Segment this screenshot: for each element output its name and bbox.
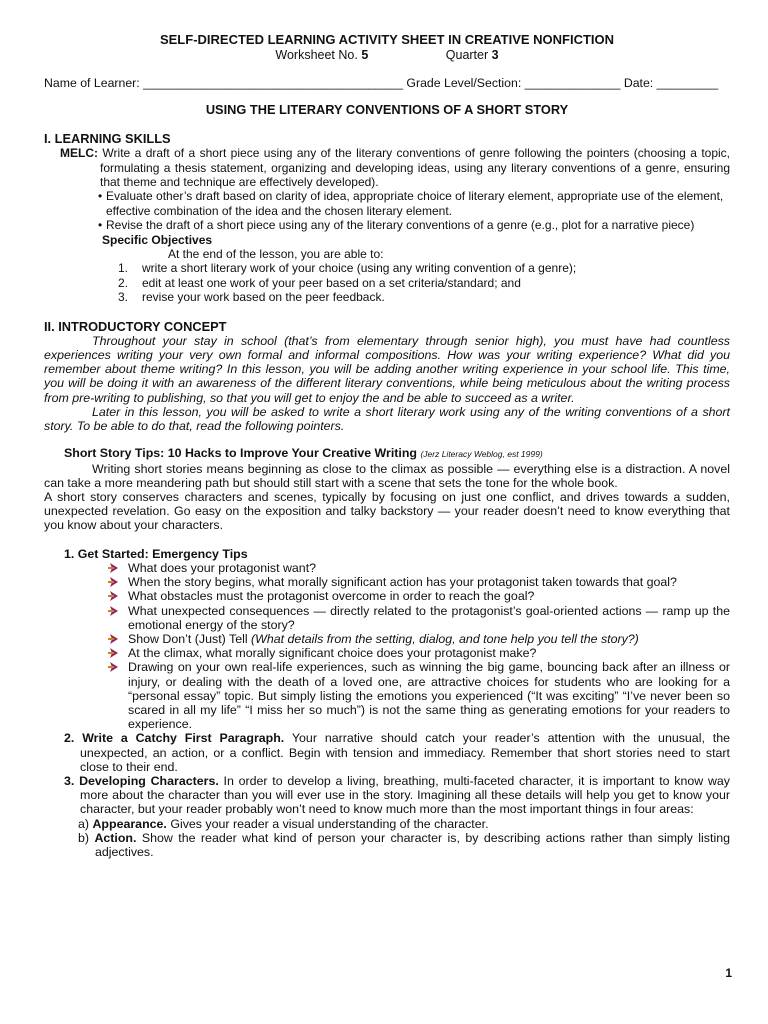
document-title: SELF-DIRECTED LEARNING ACTIVITY SHEET IN CREATIVE NONFICTION — [159, 32, 615, 47]
worksheet-line — [44, 48, 730, 62]
section-3 — [44, 774, 730, 817]
arrow-bullet-icon — [108, 661, 120, 673]
character-areas-list — [44, 817, 730, 860]
list-item: a) Appearance. Gives your reader a visual understanding of the character. — [78, 816, 489, 831]
arrow-bullet-icon — [108, 562, 120, 574]
learner-info-line: Name of Learner: ______________________________________ Grade Level/Section: ______________ Date: _________ — [44, 76, 719, 91]
arrow-bullet-icon — [108, 605, 120, 617]
arrow-bullet-icon — [108, 590, 120, 602]
arrow-bullet-icon — [108, 633, 120, 645]
emergency-tips-list — [44, 561, 730, 731]
melc-label: MELC: — [60, 146, 98, 161]
list-item: What does your protagonist want? — [128, 561, 730, 575]
list-item: What unexpected consequences — directly related to the protagonist’s goal-oriented actions — ramp up the emotional energy of the story? — [128, 604, 730, 632]
objectives-list — [44, 261, 730, 304]
tips-citation: (Jerz Literacy Weblog, est 1999) — [420, 449, 543, 460]
list-item: • Evaluate other’s draft based on clarity of idea, appropriate choice of literary element, appropriate use of the element, effective combination of the idea and the chosen literary element. — [98, 189, 724, 218]
specific-objectives-label: Specific Objectives — [102, 232, 213, 247]
section-3-text: In order to develop a living, breathing, multi-faceted character, it is important to know way more about the character than you will ever use in the story. Imagining all these details will help you get to know your character, but your reader probably won’t need to know much more than the most important things in four areas: — [80, 773, 730, 817]
quarter-label: Quarter — [445, 48, 489, 62]
bullet-icon: • — [98, 218, 103, 233]
tips-paragraph: Writing short stories means beginning as close to the climax as possible — everything else is a distraction. A novel can take a more meandering path but should still start with a scene that sets the tone for the whole book. — [44, 461, 730, 490]
melc-text: Write a draft of a short piece using any of the literary conventions of genre following the pointers (choosing a topic, formulating a thesis statement, organizing and developing ideas, using any literary conventions of a genre, ensuring that theme and technique are effectively developed). — [100, 146, 730, 190]
introductory-concept-heading: II. INTRODUCTORY CONCEPT — [44, 318, 227, 334]
section-2 — [44, 731, 730, 774]
section-3-heading: 3. Developing Characters. — [64, 773, 219, 788]
arrow-bullet-icon — [108, 647, 120, 659]
melc-paragraph — [60, 146, 730, 189]
list-item: What obstacles must the protagonist overcome in order to reach the goal? — [128, 589, 730, 603]
tips-heading: Short Story Tips: 10 Hacks to Improve Your Creative Writing (Jerz Literacy Weblog, est 1999) — [64, 446, 543, 461]
learning-skills-heading: I. LEARNING SKILLS — [44, 131, 171, 147]
intro-paragraph: Throughout your stay in school (that’s from elementary through senior high), you must have had countless experiences writing your very own formal and informal compositions. How was your writing experience? What did you remember about theme writing? In this lesson, you will be adding another writing experience in your school life. This time, you will be doing it with an awareness of the different literary conventions, while being meticulous about the writing process from pre-writing to publishing, so that you will get to enjoy the and be able to succeed as a writer. — [44, 333, 730, 405]
objectives-intro: At the end of the lesson, you are able to: — [168, 247, 384, 262]
list-item: • Revise the draft of a short piece using any of the literary conventions of a genre (e.g., plot for a narrative piece) — [98, 218, 695, 233]
list-item: At the climax, what morally significant choice does your protagonist make? — [128, 646, 730, 660]
section-2-text: Your narrative should catch your reader’s attention with the unusual, the unexpected, an action, or a conflict. Begin with tension and immediacy. Remember that short stories need to start close to their end. — [80, 731, 730, 774]
lesson-subtitle: USING THE LITERARY CONVENTIONS OF A SHORT STORY — [205, 101, 569, 117]
melc-bullets — [44, 189, 730, 232]
bullet-icon: • — [98, 189, 103, 204]
introductory-text — [44, 334, 730, 433]
list-item: Show Don’t (Just) Tell (What details from the setting, dialog, and tone help you tell the story?) — [128, 632, 730, 646]
list-item: Drawing on your own real-life experiences, such as winning the big game, bouncing back after an illness or injury, or dealing with the death of a loved one, are attractive choices for students who are looking for a “personal essay” topic. But simply listing the emotions you experienced (“It was exciting” “I’ve never been so scared in all my life” “I miss her so much”) is not the same thing as generating emotions for your readers to experience. — [128, 660, 730, 731]
section-1-heading: 1. Get Started: Emergency Tips — [64, 546, 248, 561]
arrow-bullet-icon — [108, 576, 120, 588]
tips-body — [44, 462, 730, 533]
list-item: 3. revise your work based on the peer feedback. — [118, 290, 385, 305]
worksheet-label: Worksheet No. — [275, 48, 358, 62]
list-item: b) Action. Show the reader what kind of person your character is, by describing actions rather than simply listing adjectives. — [78, 830, 730, 859]
tips-paragraph: A short story conserves characters and scenes, typically by focusing on just one conflict, and drives towards a sudden, unexpected revelation. Go easy on the exposition and talky backstory — your reader doesn’t need to know everything that you know about your characters. — [44, 489, 730, 533]
section-2-heading: 2. Write a Catchy First Paragraph. — [64, 731, 285, 746]
list-item: 1. write a short literary work of your choice (using any writing convention of a genre); — [118, 261, 577, 276]
worksheet-number: 5 — [361, 48, 369, 62]
page-number: 1 — [725, 966, 732, 980]
list-item: When the story begins, what morally significant action has your protagonist taken towards that goal? — [128, 575, 730, 589]
intro-paragraph: Later in this lesson, you will be asked to write a short literary work using any of the writing conventions of a short story. To be able to do that, read the following pointers. — [44, 404, 730, 433]
list-item: 2. edit at least one work of your peer based on a set criteria/standard; and — [118, 275, 521, 290]
quarter-number: 3 — [491, 48, 499, 62]
